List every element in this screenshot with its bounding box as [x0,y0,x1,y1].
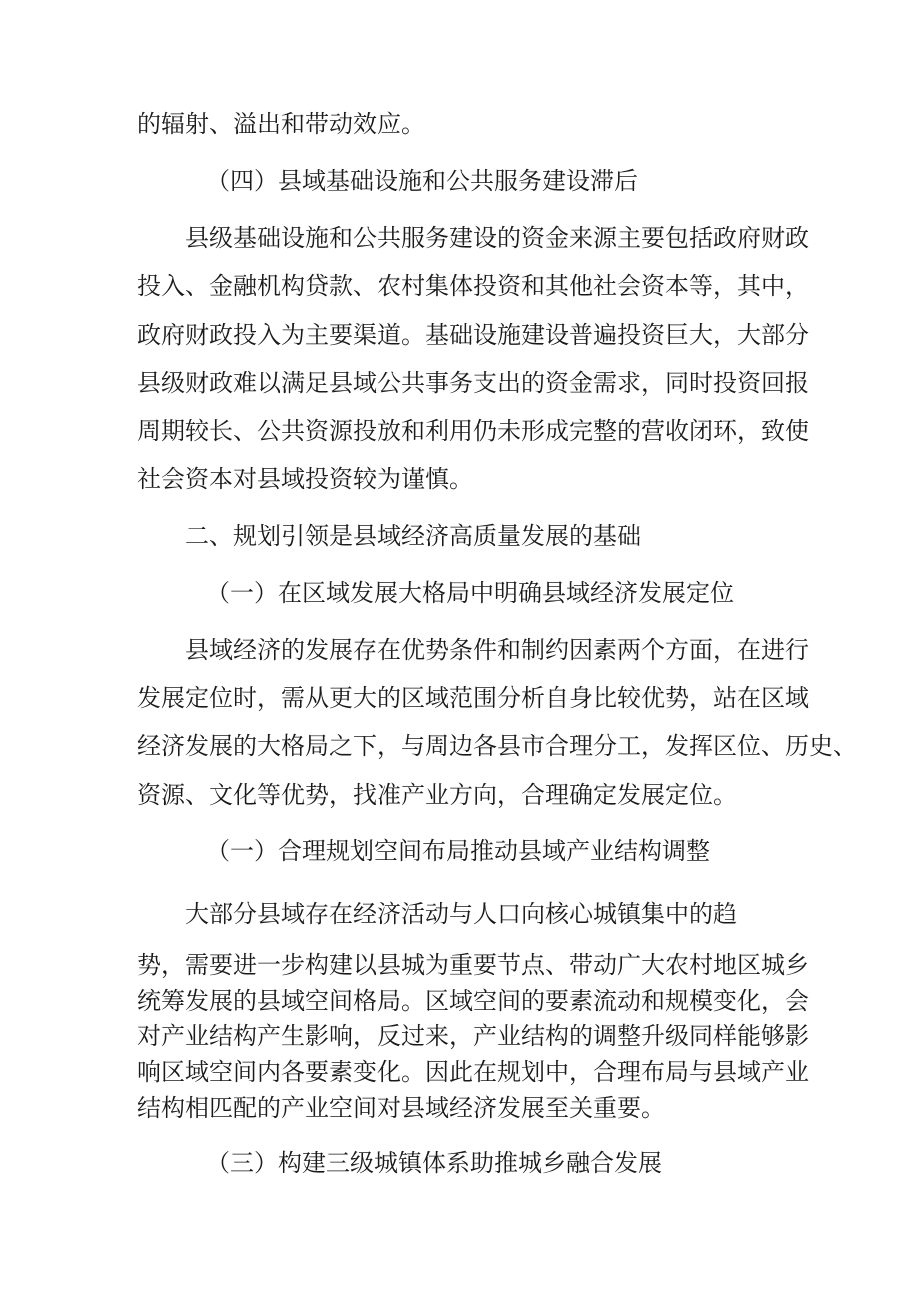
section4-line-1: 县级基础设施和公共服务建设的资金来源主要包括政府财政 [185,224,809,252]
sub1-line-4: 资源、文化等优势，找准产业方向，合理确定发展定位。 [137,781,737,809]
sub2-line-6: 结构相匹配的产业空间对县域经济发展至关重要。 [137,1094,665,1122]
sub2-line-5: 响区域空间内各要素变化。因此在规划中，合理布局与县域产业 [137,1058,809,1086]
sub1-line-2: 发展定位时，需从更大的区域范围分析自身比较优势，站在区域 [137,684,809,712]
sub1-heading: （一）在区域发展大格局中明确县域经济发展定位 [206,579,734,607]
sub2-heading: （一）合理规划空间布局推动县域产业结构调整 [206,837,710,865]
sub1-line-3: 经济发展的大格局之下，与周边各县市合理分工，发挥区位、历史、 [137,732,857,760]
chapter2-heading: 二、规划引领是县域经济高质量发展的基础 [185,522,641,550]
sub2-line-3: 统筹发展的县域空间格局。区域空间的要素流动和规模变化，会 [137,987,809,1015]
sub3-heading: （三）构建三级城镇体系助推城乡融合发展 [206,1149,662,1177]
section4-line-6: 社会资本对县域投资较为谨慎。 [137,465,473,493]
section4-line-2: 投入、金融机构贷款、农村集体投资和其他社会资本等，其中， [137,272,809,300]
sub2-line-1: 大部分县域存在经济活动与人口向核心城镇集中的趋 [185,900,737,928]
section4-line-3: 政府财政投入为主要渠道。基础设施建设普遍投资巨大，大部分 [137,321,809,349]
section4-line-4: 县级财政难以满足县域公共事务支出的资金需求，同时投资回报 [137,369,809,397]
sub2-line-2: 势，需要进一步构建以县城为重要节点、带动广大农村地区城乡 [137,951,809,979]
section4-heading: （四）县域基础设施和公共服务建设滞后 [206,167,638,195]
intro-tail-line: 的辐射、溢出和带动效应。 [137,110,425,138]
sub1-line-1: 县域经济的发展存在优势条件和制约因素两个方面，在进行 [185,636,809,664]
section4-line-5: 周期较长、公共资源投放和利用仍未形成完整的营收闭环，致使 [137,417,809,445]
sub2-line-4: 对产业结构产生影响，反过来，产业结构的调整升级同样能够影 [137,1022,809,1050]
